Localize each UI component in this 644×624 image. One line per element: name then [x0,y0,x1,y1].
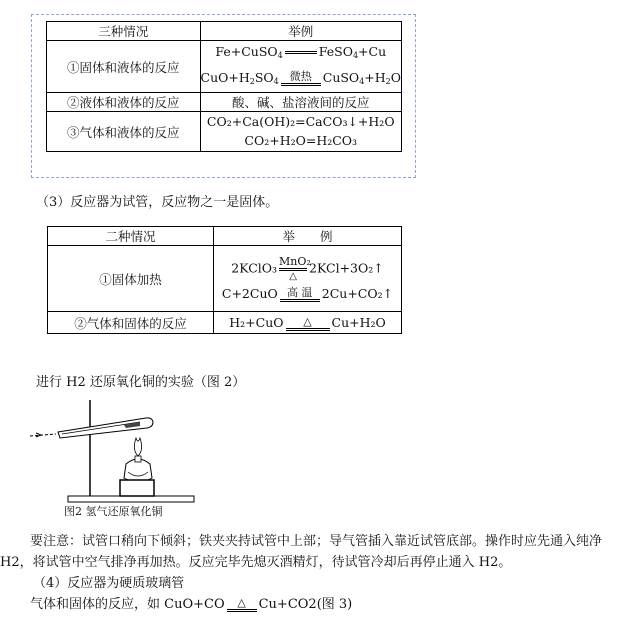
equation-cuo-h2so4: $CuO+H_2SO_4$ 微热 $CuSO_4+H_2O$ [200,69,401,86]
fig2-intro: 进行 H2 还原氧化铜的实验（图 2） [36,375,246,390]
equation-h2-cuo: H₂+CuO △ Cu+H₂O [229,314,386,330]
table1-header-case: 三种情况 [47,22,201,41]
table1-case-gas-liquid: ③气体和液体的反应 [47,112,201,152]
table2-header-case: 二种情况 [48,227,214,246]
equation-fe-cuso4: Fe+CuSO$_4$ FeSO$_4$+Cu [215,43,387,60]
equation-c-cuo: C+2CuO 高 温 2Cu+CO₂↑ [221,285,394,301]
fig2-caption: 图2 氢气还原氧化铜 [64,505,163,518]
table1-case-solid-liquid: ①固体和液体的反应 [47,41,201,93]
section-3-heading: （3）反应器为试管，反应物之一是固体。 [36,195,279,210]
note-line-2: H2，将试管中空气排净再加热。反应完毕先熄灭酒精灯，待试管冷却后再停止通入 H2。 [0,555,512,570]
equation-kclo3: 2KClO₃ MnO₂ △ 2KCl+3O₂↑ [231,254,384,282]
equation-co2-limewater: CO₂+Ca(OH)₂=CaCO₃↓+H₂O [206,114,395,129]
table2-header-example: 举 例 [214,227,402,246]
section-4-heading: （4）反应器为硬质玻璃管 [33,576,185,591]
table1-case-liquid-liquid: ②液体和液体的反应 [47,93,201,112]
equation-co2-water: CO₂+H₂O=H₂CO₃ [244,133,358,148]
reaction-table-two-cases [47,226,402,334]
reaction-table-three-cases [46,21,402,152]
note-line-1: 要注意：试管口稍向下倾斜；铁夹夹持试管中上部；导气管插入靠近试管底部。操作时应先通入纯净 [30,534,603,549]
table2-case-solid-heating: ①固体加热 [48,246,214,312]
table1-header-example: 举例 [200,22,402,41]
table2-case-gas-solid: ②气体和固体的反应 [48,312,214,334]
table1-example-acid-base-salt: 酸、碱、盐溶液间的反应 [200,93,402,112]
section-4-text: 气体和固体的反应，如 CuO+CO △ Cu+CO2(图 3) [30,596,353,612]
